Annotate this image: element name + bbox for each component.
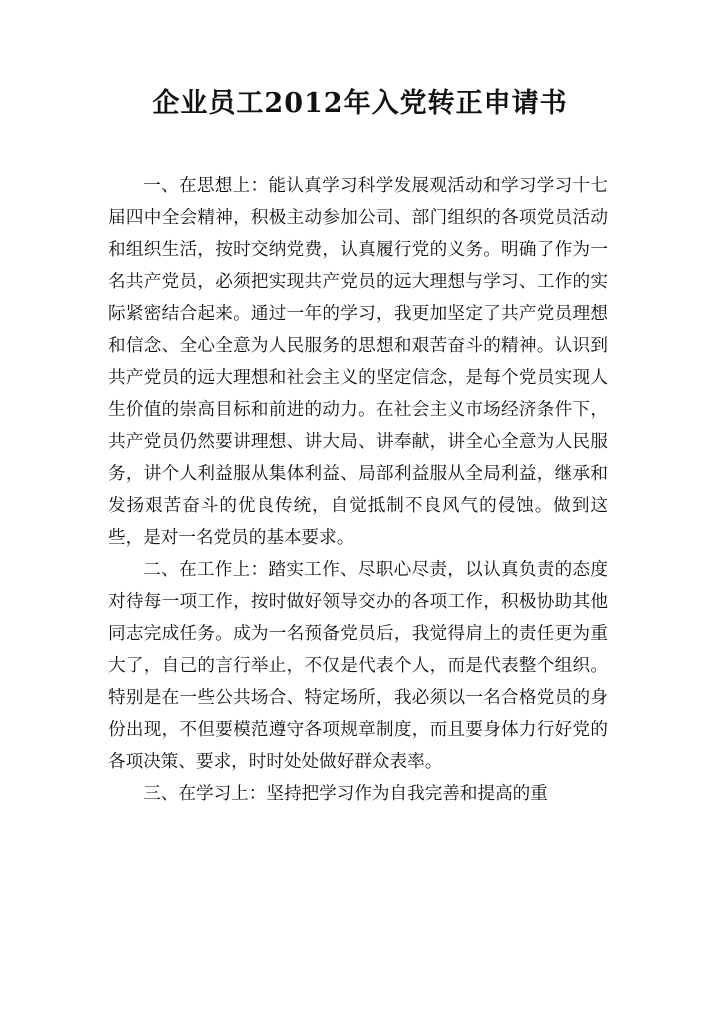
paragraph-work: 二、在工作上：踏实工作、尽职心尽责，以认真负责的态度对待每一项工作，按时做好领导交办的各项工作，积极协助其他同志完成任务。成为一名预备党员后，我觉得肩上的责任更为重大了，自己的言行举止，不仅是代表个人，而是代表整个组织。特别是在一些公共场合、特定场所，我必须以一名合格党员的身份出现，不但要模范遵守各项规章制度，而且要身体力行好党的各项决策、要求，时时处处做好群众表率。 [108,560,608,772]
paragraph-thought: 一、在思想上：能认真学习科学发展观活动和学习学习十七届四中全会精神，积极主动参加公司、部门组织的各项党员活动和组织生活，按时交纳党费，认真履行党的义务。明确了作为一名共产党员，必须把实现共产党员的远大理想与学习、工作的实际紧密结合起来。通过一年的学习，我更加坚定了共产党员理想和信念、全心全意为人民服务的思想和艰苦奋斗的精神。认识到共产党员的远大理想和社会主义的坚定信念，是每个党员实现人生价值的崇高目标和前进的动力。在社会主义市场经济条件下，共产党员仍然要讲理想、讲大局、讲奉献，讲全心全意为人民服务，讲个人利益服从集体利益、局部利益服从全局利益，继承和发扬艰苦奋斗的优良传统，自觉抵制不良风气的侵蚀。做到这些，是对一名党员的基本要求。 [108,176,608,548]
document-body [108,170,608,810]
document-title: 企业员工2012年入党转正申请书 [152,88,568,119]
paragraph-study: 三、在学习上：坚持把学习作为自我完善和提高的重 [143,784,548,804]
